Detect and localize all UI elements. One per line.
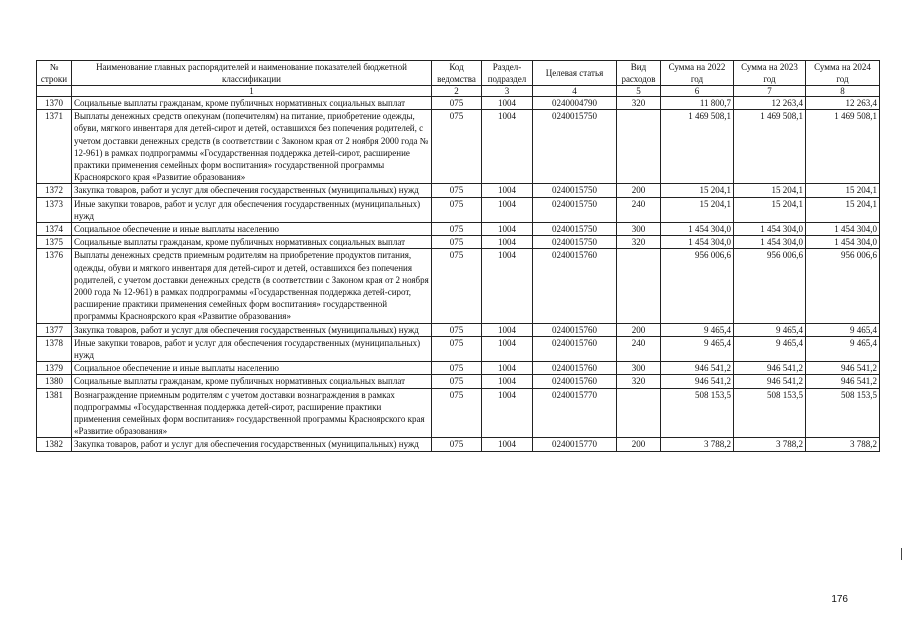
- table-row: [37, 236, 880, 249]
- row-expense-type: [617, 110, 661, 184]
- row-section: 1004: [482, 362, 533, 375]
- row-sum-2022: 3 788,2: [661, 438, 734, 451]
- row-number: 1380: [37, 375, 72, 388]
- row-number: 1376: [37, 249, 72, 323]
- row-sum-2022: 946 541,2: [661, 375, 734, 388]
- row-sum-2024: 1 469 508,1: [806, 110, 880, 184]
- table-row: [37, 223, 880, 236]
- margin-mark: [901, 548, 902, 560]
- row-dept-code: 075: [432, 184, 482, 197]
- row-sum-2024: 946 541,2: [806, 362, 880, 375]
- row-number: 1379: [37, 362, 72, 375]
- table-body: [37, 97, 880, 452]
- page-number: 176: [831, 594, 848, 605]
- row-dept-code: 075: [432, 375, 482, 388]
- row-number: 1373: [37, 197, 72, 222]
- row-sum-2023: 946 541,2: [734, 375, 806, 388]
- row-sum-2024: 15 204,1: [806, 197, 880, 222]
- row-target: 0240015750: [533, 197, 617, 222]
- column-number: 4: [533, 86, 617, 97]
- header-dept-code: Код ведомства: [432, 61, 482, 86]
- header-expense-type: Вид расходов: [617, 61, 661, 86]
- column-number: 3: [482, 86, 533, 97]
- column-number-row: [37, 86, 880, 97]
- row-section: 1004: [482, 375, 533, 388]
- row-sum-2023: 508 153,5: [734, 388, 806, 438]
- row-expense-type: 200: [617, 323, 661, 336]
- row-name: Социальные выплаты гражданам, кроме публичных нормативных социальных выплат: [72, 97, 432, 110]
- row-name: Социальное обеспечение и иные выплаты населению: [72, 223, 432, 236]
- row-name: Социальные выплаты гражданам, кроме публичных нормативных социальных выплат: [72, 375, 432, 388]
- row-dept-code: 075: [432, 223, 482, 236]
- table-row: [37, 197, 880, 222]
- column-number: 5: [617, 86, 661, 97]
- row-sum-2022: 1 454 304,0: [661, 223, 734, 236]
- row-expense-type: 240: [617, 197, 661, 222]
- row-sum-2022: 956 006,6: [661, 249, 734, 323]
- row-dept-code: 075: [432, 110, 482, 184]
- table-row: [37, 110, 880, 184]
- row-target: 0240004790: [533, 97, 617, 110]
- row-number: 1378: [37, 336, 72, 361]
- row-dept-code: 075: [432, 438, 482, 451]
- row-section: 1004: [482, 184, 533, 197]
- row-expense-type: 320: [617, 97, 661, 110]
- row-section: 1004: [482, 110, 533, 184]
- row-target: 0240015750: [533, 236, 617, 249]
- row-name: Закупка товаров, работ и услуг для обеспечения государственных (муниципальных) нужд: [72, 438, 432, 451]
- row-expense-type: 240: [617, 336, 661, 361]
- row-sum-2024: 508 153,5: [806, 388, 880, 438]
- row-dept-code: 075: [432, 236, 482, 249]
- row-name: Закупка товаров, работ и услуг для обеспечения государственных (муниципальных) нужд: [72, 323, 432, 336]
- row-dept-code: 075: [432, 249, 482, 323]
- row-name: Иные закупки товаров, работ и услуг для обеспечения государственных (муниципальных) нужд: [72, 336, 432, 361]
- row-sum-2023: 15 204,1: [734, 184, 806, 197]
- row-sum-2022: 15 204,1: [661, 184, 734, 197]
- row-sum-2023: 15 204,1: [734, 197, 806, 222]
- header-row-no: № строки: [37, 61, 72, 86]
- column-number: 8: [806, 86, 880, 97]
- row-target: 0240015760: [533, 249, 617, 323]
- row-target: 0240015770: [533, 438, 617, 451]
- row-name: Закупка товаров, работ и услуг для обеспечения государственных (муниципальных) нужд: [72, 184, 432, 197]
- row-expense-type: 320: [617, 236, 661, 249]
- row-sum-2024: 9 465,4: [806, 336, 880, 361]
- row-dept-code: 075: [432, 362, 482, 375]
- row-sum-2022: 1 469 508,1: [661, 110, 734, 184]
- row-sum-2024: 1 454 304,0: [806, 236, 880, 249]
- budget-table: [36, 60, 880, 452]
- row-section: 1004: [482, 197, 533, 222]
- column-number: 1: [72, 86, 432, 97]
- row-number: 1371: [37, 110, 72, 184]
- row-sum-2022: 508 153,5: [661, 388, 734, 438]
- row-section: 1004: [482, 223, 533, 236]
- row-sum-2024: 12 263,4: [806, 97, 880, 110]
- row-dept-code: 075: [432, 336, 482, 361]
- row-section: 1004: [482, 388, 533, 438]
- row-dept-code: 075: [432, 388, 482, 438]
- table-row: [37, 388, 880, 438]
- row-sum-2024: 946 541,2: [806, 375, 880, 388]
- table-row: [37, 249, 880, 323]
- table-row: [37, 362, 880, 375]
- row-sum-2023: 1 454 304,0: [734, 223, 806, 236]
- row-target: 0240015750: [533, 110, 617, 184]
- row-name: Вознаграждение приемным родителям с учетом доставки вознаграждения в рамках подпрограммы «Государственная поддержка детей-сирот, расширение практики применения семейных форм воспитания» государственной программы Красноярского края «Развитие образования»: [72, 388, 432, 438]
- row-section: 1004: [482, 249, 533, 323]
- row-name: Выплаты денежных средств опекунам (попечителям) на питание, приобретение одежды, обуви, мягкого инвентаря для детей-сирот и детей, оставшихся без попечения родителей, с учетом доставки денежных средств (в соответствии с Законом края от 2 ноября 2000 года № 12-961) в рамках подпрограммы «Государственная поддержка детей-сирот, расширение практики применения семейных форм воспитания» государственной программы Красноярского края «Развитие образования»: [72, 110, 432, 184]
- table-header: [37, 61, 880, 97]
- row-sum-2022: 9 465,4: [661, 323, 734, 336]
- row-dept-code: 075: [432, 97, 482, 110]
- row-target: 0240015760: [533, 375, 617, 388]
- header-name: Наименование главных распорядителей и наименование показателей бюджетной классификации: [72, 61, 432, 86]
- row-section: 1004: [482, 236, 533, 249]
- row-sum-2024: 15 204,1: [806, 184, 880, 197]
- row-number: 1382: [37, 438, 72, 451]
- row-sum-2024: 956 006,6: [806, 249, 880, 323]
- row-sum-2023: 12 263,4: [734, 97, 806, 110]
- row-expense-type: 200: [617, 184, 661, 197]
- row-expense-type: 200: [617, 438, 661, 451]
- row-sum-2022: 11 800,7: [661, 97, 734, 110]
- row-number: 1372: [37, 184, 72, 197]
- row-sum-2023: 9 465,4: [734, 323, 806, 336]
- row-target: 0240015760: [533, 323, 617, 336]
- row-expense-type: 300: [617, 362, 661, 375]
- column-number: 2: [432, 86, 482, 97]
- row-target: 0240015770: [533, 388, 617, 438]
- row-name: Социальные выплаты гражданам, кроме публичных нормативных социальных выплат: [72, 236, 432, 249]
- row-expense-type: 300: [617, 223, 661, 236]
- row-sum-2023: 9 465,4: [734, 336, 806, 361]
- row-name: Выплаты денежных средств приемным родителям на приобретение продуктов питания, одежды, обуви и мягкого инвентаря для детей-сирот и детей, оставшихся без попечения родителей, с учетом доставки денежных средств (в соответствии с Законом края от 2 ноября 2000 года № 12-961) в рамках подпрограммы «Государственная поддержка детей-сирот, расширение практики применения семейных форм воспитания» государственной программы Красноярского края «Развитие образования»: [72, 249, 432, 323]
- row-number: 1375: [37, 236, 72, 249]
- row-expense-type: [617, 249, 661, 323]
- row-sum-2024: 3 788,2: [806, 438, 880, 451]
- row-section: 1004: [482, 438, 533, 451]
- table-row: [37, 375, 880, 388]
- row-target: 0240015750: [533, 184, 617, 197]
- table-row: [37, 323, 880, 336]
- row-sum-2023: 3 788,2: [734, 438, 806, 451]
- row-sum-2023: 1 469 508,1: [734, 110, 806, 184]
- table-row: [37, 97, 880, 110]
- row-name: Иные закупки товаров, работ и услуг для обеспечения государственных (муниципальных) нужд: [72, 197, 432, 222]
- row-section: 1004: [482, 97, 533, 110]
- row-sum-2023: 956 006,6: [734, 249, 806, 323]
- header-sum-2024: Сумма на 2024 год: [806, 61, 880, 86]
- row-target: 0240015760: [533, 336, 617, 361]
- row-sum-2024: 1 454 304,0: [806, 223, 880, 236]
- row-name: Социальное обеспечение и иные выплаты населению: [72, 362, 432, 375]
- row-sum-2023: 1 454 304,0: [734, 236, 806, 249]
- row-sum-2023: 946 541,2: [734, 362, 806, 375]
- table-row: [37, 184, 880, 197]
- row-number: 1381: [37, 388, 72, 438]
- row-target: 0240015750: [533, 223, 617, 236]
- row-sum-2022: 15 204,1: [661, 197, 734, 222]
- row-number: 1377: [37, 323, 72, 336]
- row-target: 0240015760: [533, 362, 617, 375]
- row-sum-2022: 1 454 304,0: [661, 236, 734, 249]
- row-sum-2024: 9 465,4: [806, 323, 880, 336]
- header-section: Раздел-подраздел: [482, 61, 533, 86]
- row-section: 1004: [482, 336, 533, 361]
- header-sum-2022: Сумма на 2022 год: [661, 61, 734, 86]
- row-section: 1004: [482, 323, 533, 336]
- table-row: [37, 438, 880, 451]
- column-number: 6: [661, 86, 734, 97]
- row-expense-type: [617, 388, 661, 438]
- row-sum-2022: 9 465,4: [661, 336, 734, 361]
- row-expense-type: 320: [617, 375, 661, 388]
- row-dept-code: 075: [432, 197, 482, 222]
- row-sum-2022: 946 541,2: [661, 362, 734, 375]
- column-number: 7: [734, 86, 806, 97]
- header-target: Целевая статья: [533, 61, 617, 86]
- table-row: [37, 336, 880, 361]
- row-number: 1374: [37, 223, 72, 236]
- row-dept-code: 075: [432, 323, 482, 336]
- column-number: [37, 86, 72, 97]
- header-sum-2023: Сумма на 2023 год: [734, 61, 806, 86]
- row-number: 1370: [37, 97, 72, 110]
